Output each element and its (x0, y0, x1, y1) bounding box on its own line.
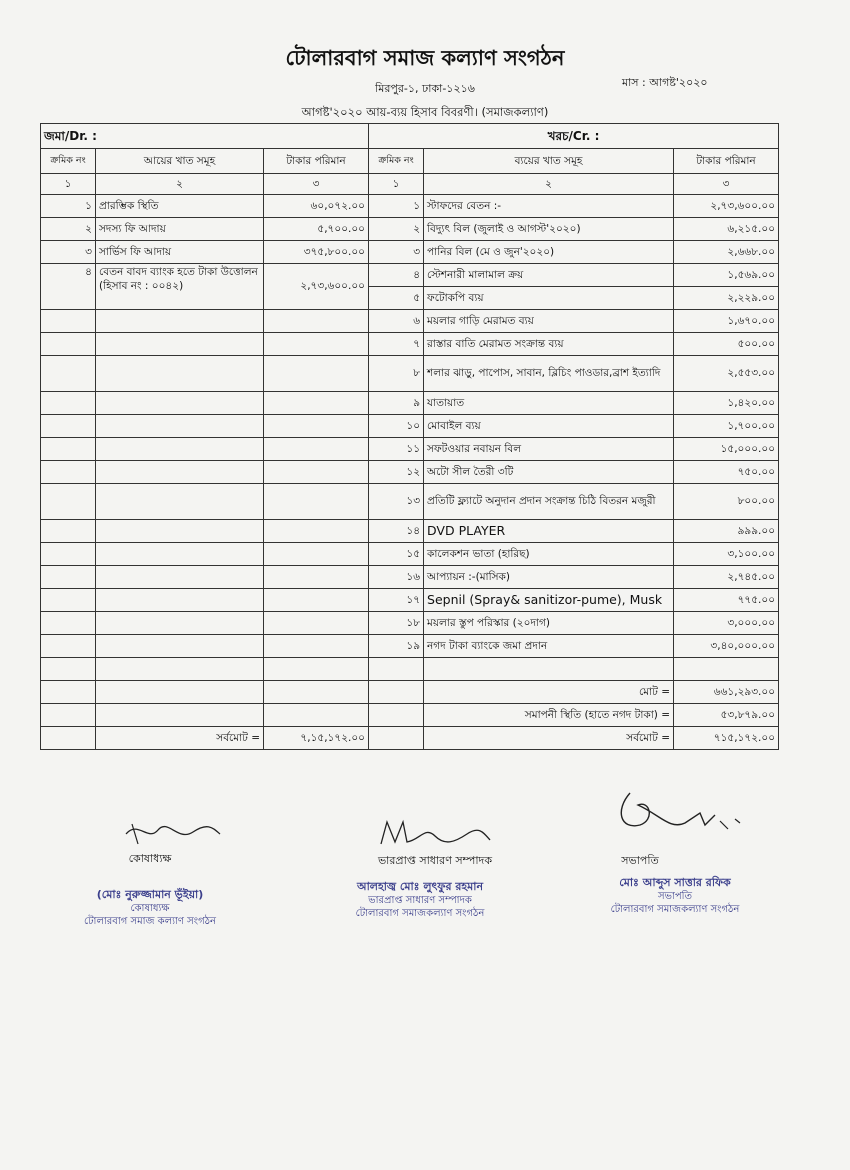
empty-cell (41, 484, 96, 520)
income-amount: ৬০,০৭২.০০ (264, 195, 369, 218)
empty-cell (96, 310, 264, 333)
subtotal-label: মোট = (424, 681, 674, 704)
empty-cell (96, 566, 264, 589)
expense-item: বিদ্যুৎ বিল (জুলাই ও আগস্ট'২০২০) (424, 218, 674, 241)
expense-total-amount: ৭১৫,১৭২.০০ (674, 727, 779, 750)
expense-serial: ৫ (369, 287, 424, 310)
income-amount-header: টাকার পরিমান (264, 149, 369, 174)
grand-total-row (41, 727, 779, 750)
empty-cell (96, 333, 264, 356)
column-header-row (41, 149, 779, 174)
table-row (41, 543, 779, 566)
table-row (41, 484, 779, 520)
president-stamp (575, 876, 775, 916)
empty-cell (41, 543, 96, 566)
expense-serial: ১৪ (369, 520, 424, 543)
expense-item: প্রতিটি ফ্ল্যাটে অনুদান প্রদান সংক্রান্ত চিঠি বিতরন মজুরী (424, 484, 674, 520)
expense-item: স্টাফদের বেতন :- (424, 195, 674, 218)
table-row (41, 310, 779, 333)
table-row (41, 566, 779, 589)
empty-cell (264, 438, 369, 461)
empty-cell (96, 461, 264, 484)
expense-item: শলার ঝাড়ু, পাপোস, সাবান, ব্লিচিং পাওডার,ব্রাশ ইত্যাদি (424, 356, 674, 392)
expense-serial: ৭ (369, 333, 424, 356)
expense-amount: ১,৪২০.০০ (674, 392, 779, 415)
stamp-name: (মোঃ নুরুজ্জামান ভূঁইয়া) (96, 888, 204, 901)
stamp-role: সভাপতি (657, 891, 693, 903)
empty-cell (264, 543, 369, 566)
empty-cell (41, 658, 96, 681)
expense-item: ফটোকপি ব্যয় (424, 287, 674, 310)
expense-amount: ২,৬৬৮.০০ (674, 241, 779, 264)
expense-serial: ৬ (369, 310, 424, 333)
expense-item: DVD PLAYER (424, 520, 674, 543)
report-month: মাস : আগষ্ট'২০২০ (622, 76, 708, 89)
empty-cell (96, 704, 264, 727)
table-row (41, 438, 779, 461)
secretary-stamp (325, 880, 515, 920)
col-number: ২ (96, 174, 264, 195)
expense-amount: ৭৫০.০০ (674, 461, 779, 484)
expense-item: স্টেশনারী মালামাল ক্রয় (424, 264, 674, 287)
empty-cell (41, 310, 96, 333)
table-row (41, 241, 779, 264)
treasurer-stamp (55, 888, 245, 928)
empty-cell (264, 612, 369, 635)
column-number-row (41, 174, 779, 195)
empty-cell (41, 356, 96, 392)
income-item: সার্ভিস ফি আদায় (96, 241, 264, 264)
empty-cell (96, 635, 264, 658)
empty-cell (41, 566, 96, 589)
table-row (41, 356, 779, 392)
empty-cell (96, 356, 264, 392)
expense-amount: ৩,১০০.০০ (674, 543, 779, 566)
expense-serial: ১৫ (369, 543, 424, 566)
expense-total-label: সর্বমোট = (424, 727, 674, 750)
organization-title: টোলারবাগ সমাজ কল্যাণ সংগঠন (285, 46, 565, 70)
table-row (41, 635, 779, 658)
income-serial: ১ (41, 195, 96, 218)
empty-cell (264, 658, 369, 681)
expense-serial: ৯ (369, 392, 424, 415)
dr-cr-row (41, 124, 779, 149)
expense-item: রাস্তার বাতি মেরামত সংক্রান্ত ব্যয় (424, 333, 674, 356)
col-number: ৩ (674, 174, 779, 195)
expense-item-header: ব্যয়ের খাত সমূহ (424, 149, 674, 174)
expense-amount: ২,৭৪৫.০০ (674, 566, 779, 589)
empty-cell (41, 704, 96, 727)
empty-cell (41, 438, 96, 461)
closing-balance-label: সমাপনী স্থিতি (হাতে নগদ টাকা) = (424, 704, 674, 727)
expense-amount-header: টাকার পরিমান (674, 149, 779, 174)
table-row (41, 392, 779, 415)
table-row (41, 612, 779, 635)
subtotal-amount: ৬৬১,২৯৩.০০ (674, 681, 779, 704)
expense-item: ময়লার গাড়ি মেরামত ব্যয় (424, 310, 674, 333)
expense-item: যাতায়াত (424, 392, 674, 415)
col-number: ২ (424, 174, 674, 195)
income-item-header: আয়ের খাত সমূহ (96, 149, 264, 174)
expense-amount: ৮০০.০০ (674, 484, 779, 520)
income-item: প্রারম্ভিক স্থিতি (96, 195, 264, 218)
expense-amount: ৫০০.০০ (674, 333, 779, 356)
expense-amount: ৯৯৯.০০ (674, 520, 779, 543)
expense-amount: ২,৭৩,৬০০.০০ (674, 195, 779, 218)
president-title: সভাপতি (621, 854, 659, 867)
stamp-name: মোঃ আব্দুস সাত্তার রফিক (619, 876, 731, 889)
income-total-label: সর্বমোট = (96, 727, 264, 750)
table-row (41, 589, 779, 612)
income-expense-table (40, 123, 779, 750)
expense-item: অটো সীল তৈরী ৩টি (424, 461, 674, 484)
empty-cell (96, 589, 264, 612)
income-amount: ৩৭৫,৮০০.০০ (264, 241, 369, 264)
col-number: ১ (41, 174, 96, 195)
report-subtitle: আগষ্ট'২০২০ আয়-ব্যয় হিসাব বিবরণী। (সমাজকল্যাণ) (301, 105, 549, 119)
empty-cell (41, 589, 96, 612)
expense-item: নগদ টাকা ব্যাংকে জমা প্রদান (424, 635, 674, 658)
expense-serial-header: ক্রমিক নং (369, 149, 424, 174)
expense-serial: ১০ (369, 415, 424, 438)
empty-cell (264, 681, 369, 704)
expense-serial: ১৬ (369, 566, 424, 589)
expense-serial: ১ (369, 195, 424, 218)
income-serial: ২ (41, 218, 96, 241)
table-row (41, 264, 779, 287)
organization-address: মিরপুর-১, ঢাকা-১২১৬ (375, 82, 475, 95)
empty-cell (264, 333, 369, 356)
cr-label: খরচ/Cr. : (369, 124, 779, 149)
stamp-org: টোলারবাগ সমাজ কল্যাণ সংগঠন (84, 916, 216, 928)
income-item: বেতন বাবদ ব্যাংক হতে টাকা উত্তোলন (হিসাব নং : ০০৪২) (96, 264, 264, 310)
expense-amount: ৩,৪০,০০০.০০ (674, 635, 779, 658)
table-row (41, 218, 779, 241)
expense-serial: ৪ (369, 264, 424, 287)
expense-amount: ৩,০০০.০০ (674, 612, 779, 635)
expense-item: সফটওয়ার নবায়ন বিল (424, 438, 674, 461)
table-row (41, 658, 779, 681)
empty-cell (96, 612, 264, 635)
income-amount: ৫,৭০০.০০ (264, 218, 369, 241)
expense-amount: ৬,২১৫.০০ (674, 218, 779, 241)
expense-amount: ২,৫৫৩.০০ (674, 356, 779, 392)
empty-cell (96, 681, 264, 704)
empty-cell (264, 566, 369, 589)
secretary-signature (375, 812, 495, 852)
dr-label: জমা/Dr. : (41, 124, 369, 149)
expense-serial: ২ (369, 218, 424, 241)
stamp-org: টোলারবাগ সমাজকল্যাণ সংগঠন (610, 904, 740, 916)
empty-cell (264, 704, 369, 727)
empty-cell (41, 612, 96, 635)
expense-serial: ৮ (369, 356, 424, 392)
expense-item: আপ্যায়ন :-(মাসিক) (424, 566, 674, 589)
empty-cell (264, 310, 369, 333)
expense-amount: ১,৫৬৯.০০ (674, 264, 779, 287)
expense-amount: ১,৬৭০.০০ (674, 310, 779, 333)
expense-amount: ১৫,০০০.০০ (674, 438, 779, 461)
table-row (41, 195, 779, 218)
empty-cell (96, 520, 264, 543)
stamp-name: আলহাজ্ব মোঃ লুৎফুর রহমান (356, 880, 484, 893)
empty-cell (96, 484, 264, 520)
table-row (41, 461, 779, 484)
empty-cell (96, 415, 264, 438)
empty-cell (96, 658, 264, 681)
empty-cell (369, 704, 424, 727)
empty-cell (41, 392, 96, 415)
empty-cell (264, 461, 369, 484)
expense-amount: ৭৭৫.০০ (674, 589, 779, 612)
empty-cell (41, 635, 96, 658)
stamp-org: টোলারবাগ সমাজকল্যাণ সংগঠন (355, 908, 485, 920)
empty-cell (264, 589, 369, 612)
secretary-title: ভারপ্রাপ্ত সাধারণ সম্পাদক (377, 854, 493, 867)
expense-serial: ১১ (369, 438, 424, 461)
empty-cell (41, 681, 96, 704)
empty-cell (41, 461, 96, 484)
empty-cell (41, 520, 96, 543)
expense-serial: ১২ (369, 461, 424, 484)
expense-item: Sepnil (Spray& sanitizor-pume), Musk (424, 589, 674, 612)
expense-serial: ৩ (369, 241, 424, 264)
income-serial-header: ক্রমিক নং (41, 149, 96, 174)
empty-cell (96, 438, 264, 461)
expense-serial: ১৭ (369, 589, 424, 612)
empty-cell (264, 356, 369, 392)
expense-amount: ২,২২৯.০০ (674, 287, 779, 310)
income-amount: ২,৭৩,৬০০.০০ (264, 264, 369, 310)
empty-cell (41, 333, 96, 356)
empty-cell (264, 520, 369, 543)
empty-cell (674, 658, 779, 681)
expense-serial: ১৩ (369, 484, 424, 520)
stamp-role: ভারপ্রাপ্ত সাধারণ সম্পাদক (368, 895, 472, 907)
expense-item: কালেকশন ভাতা (হারিছ) (424, 543, 674, 566)
empty-cell (41, 727, 96, 750)
empty-cell (264, 484, 369, 520)
expense-serial: ১৯ (369, 635, 424, 658)
table-row (41, 333, 779, 356)
empty-cell (96, 392, 264, 415)
empty-cell (369, 681, 424, 704)
table-row (41, 520, 779, 543)
col-number: ১ (369, 174, 424, 195)
expense-serial: ১৮ (369, 612, 424, 635)
closing-balance-row (41, 704, 779, 727)
empty-cell (369, 658, 424, 681)
empty-cell (369, 727, 424, 750)
empty-cell (424, 658, 674, 681)
empty-cell (264, 635, 369, 658)
income-total-amount: ৭,১৫,১৭২.০০ (264, 727, 369, 750)
president-signature (610, 785, 750, 845)
table-row (41, 415, 779, 438)
income-serial: ৩ (41, 241, 96, 264)
income-serial: ৪ (41, 264, 96, 310)
closing-balance-amount: ৫৩,৮৭৯.০০ (674, 704, 779, 727)
expense-amount: ১,৭০০.০০ (674, 415, 779, 438)
expense-item: পানির বিল (মে ও জুন'২০২০) (424, 241, 674, 264)
empty-cell (264, 392, 369, 415)
empty-cell (96, 543, 264, 566)
treasurer-title: কোষাধ্যক্ষ (128, 852, 172, 865)
expense-item: মোবাইল ব্যয় (424, 415, 674, 438)
empty-cell (264, 415, 369, 438)
expense-item: ময়লার স্তুপ পরিস্কার (২০দাগ) (424, 612, 674, 635)
subtotal-row (41, 681, 779, 704)
treasurer-signature (118, 812, 228, 852)
income-item: সদস্য ফি আদায় (96, 218, 264, 241)
empty-cell (41, 415, 96, 438)
stamp-role: কোষাধ্যক্ষ (130, 903, 170, 915)
col-number: ৩ (264, 174, 369, 195)
